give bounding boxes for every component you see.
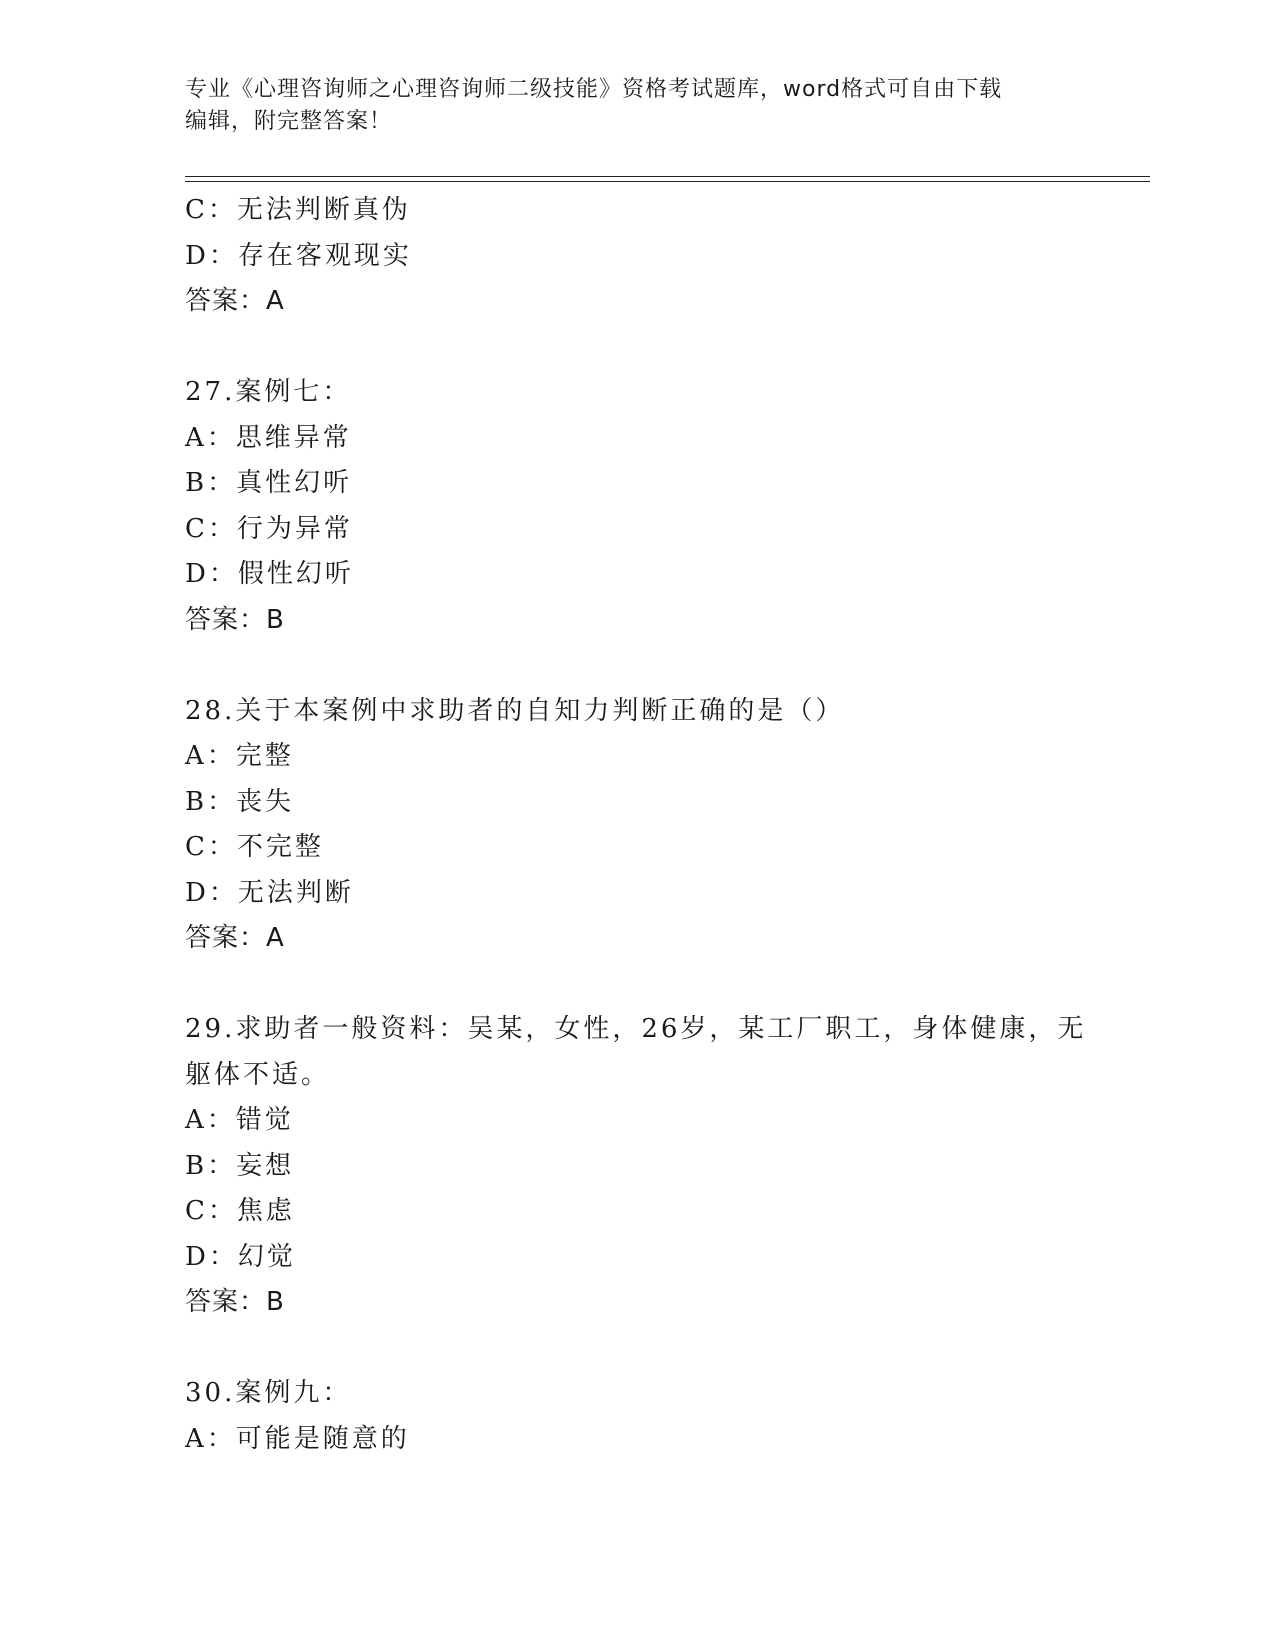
question-list bbox=[185, 188, 1145, 1462]
spacer bbox=[185, 643, 1145, 689]
question-title-29-line-1: 29.求助者一般资料：吴某，女性，26岁，某工厂职工，身体健康，无 bbox=[185, 1014, 1087, 1044]
question-title-28: 28.关于本案例中求助者的自知力判断正确的是（） bbox=[185, 695, 845, 726]
option-a: A：完整 bbox=[185, 741, 294, 771]
question-title-29-line-2: 躯体不适。 bbox=[185, 1059, 331, 1090]
answer-line: 答案：A bbox=[185, 923, 285, 953]
option-d: D：假性幻听 bbox=[185, 559, 354, 589]
spacer bbox=[185, 1326, 1145, 1372]
answer-line: 答案：A bbox=[185, 286, 285, 316]
document-header bbox=[185, 74, 1085, 138]
answer-line: 答案：B bbox=[185, 604, 285, 635]
spacer bbox=[185, 962, 1145, 1008]
question-title-27: 27.案例七： bbox=[185, 377, 352, 407]
spacer bbox=[185, 325, 1145, 371]
option-c: C：无法判断真伪 bbox=[185, 195, 411, 225]
option-d: D：无法判断 bbox=[185, 877, 354, 908]
option-c: C：不完整 bbox=[185, 832, 324, 862]
option-c: C：焦虑 bbox=[185, 1196, 295, 1226]
option-d: D：幻觉 bbox=[185, 1241, 296, 1272]
option-a: A：错觉 bbox=[185, 1105, 294, 1135]
question-title-30: 30.案例九： bbox=[185, 1378, 352, 1408]
header-line-2: 编辑，附完整答案！ bbox=[185, 109, 393, 134]
option-c: C：行为异常 bbox=[185, 513, 353, 544]
option-b: B：真性幻听 bbox=[185, 468, 353, 498]
answer-line: 答案：B bbox=[185, 1287, 285, 1317]
option-b: B：妄想 bbox=[185, 1150, 295, 1181]
option-a: A：可能是随意的 bbox=[185, 1423, 410, 1454]
option-b: B：丧失 bbox=[185, 786, 295, 817]
header-divider-bottom bbox=[185, 181, 1150, 182]
option-a: A：思维异常 bbox=[185, 422, 352, 453]
option-d: D：存在客观现实 bbox=[185, 240, 412, 271]
header-line-1: 专业《心理咨询师之心理咨询师二级技能》资格考试题库，word格式可自由下载 bbox=[185, 77, 1003, 102]
header-divider-top bbox=[185, 176, 1150, 177]
